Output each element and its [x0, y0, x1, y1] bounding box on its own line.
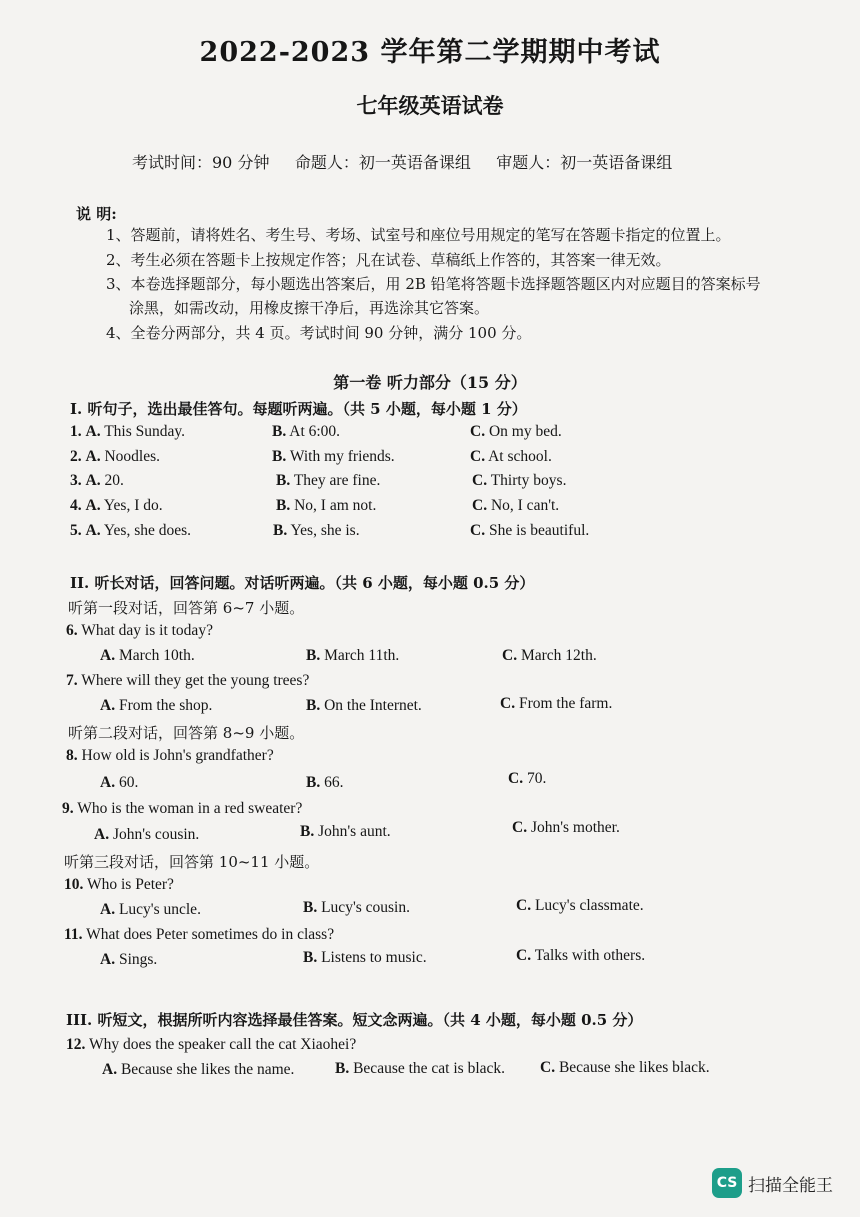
- option-c: [472, 497, 559, 515]
- option-b-text: Listens to music.: [321, 949, 427, 966]
- option-a-text: Because she likes the name.: [120, 1061, 295, 1078]
- option-b: [306, 774, 343, 792]
- option-b-letter: B.: [306, 697, 321, 714]
- option-c-letter: C.: [470, 522, 486, 539]
- option-c-text: She is beautiful.: [488, 522, 590, 539]
- option-a-letter: A.: [94, 826, 110, 843]
- exam-meta: 考试时间：90 分钟 命题人：初一英语备课组 审题人：初一英语备课组: [132, 153, 673, 172]
- question-number: 9.: [62, 800, 74, 817]
- option-a: [100, 697, 212, 715]
- option-c-letter: C.: [472, 472, 488, 489]
- option-c: [470, 522, 589, 540]
- question-number: 6.: [66, 622, 78, 639]
- question-number: 8.: [66, 747, 78, 764]
- option-b: [335, 1060, 505, 1078]
- camscanner-logo-icon: CS: [712, 1168, 742, 1198]
- option-b-text: John's aunt.: [318, 823, 391, 840]
- option-b: [303, 899, 410, 917]
- option-a-text: Sings.: [118, 951, 158, 968]
- option-c-text: Because she likes black.: [558, 1059, 710, 1076]
- question-row: [70, 497, 163, 515]
- option-b-text: At 6:00.: [289, 423, 341, 440]
- option-c: [472, 472, 566, 490]
- option-a-text: 60.: [118, 774, 139, 791]
- section1-heading: I. 听句子，选出最佳答句。每题听两遍。（共 5 小题，每小题 1 分）: [70, 400, 527, 418]
- option-b-text: 66.: [324, 774, 344, 791]
- option-a-text: Lucy's uncle.: [118, 901, 201, 918]
- option-c-text: On my bed.: [488, 423, 562, 440]
- option-b: [306, 647, 399, 665]
- option-b-letter: B.: [276, 497, 291, 514]
- option-b: [300, 823, 391, 841]
- question-number: 12.: [66, 1036, 86, 1053]
- option-c-text: Talks with others.: [534, 947, 646, 964]
- question-number: 7.: [66, 672, 78, 689]
- option-b-text: No, I am not.: [294, 497, 377, 514]
- dialogue3-instruction: 听第三段对话，回答第 10~11 小题。: [64, 853, 320, 871]
- option-a-letter: A.: [100, 951, 116, 968]
- option-b-text: March 11th.: [324, 647, 400, 664]
- option-b-text: Yes, she is.: [290, 522, 360, 539]
- option-b-text: Because the cat is black.: [353, 1060, 506, 1077]
- option-c: [540, 1059, 710, 1077]
- question-text: Who is the woman in a red sweater?: [77, 800, 303, 817]
- option-b: [303, 949, 427, 967]
- option-a: [100, 647, 195, 665]
- question-row: [70, 522, 191, 540]
- question-7: [66, 672, 309, 690]
- note-item: 涂黑，如需改动，用橡皮擦干净后，再选涂其它答案。: [129, 299, 490, 317]
- option-c-text: No, I can't.: [490, 497, 560, 514]
- option-a-text: Yes, I do.: [103, 497, 163, 514]
- question-number: 5.: [70, 522, 82, 539]
- option-b: [276, 497, 376, 515]
- note-item: 1、答题前，请将姓名、考生号、考场、试室号和座位号用规定的笔写在答题卡指定的位置上。: [106, 226, 731, 244]
- option-b-letter: B.: [273, 522, 288, 539]
- notes-heading: 说 明:: [76, 205, 117, 223]
- note-item: 3、本卷选择题部分，每小题选出答案后，用 2B 铅笔将答题卡选择题答题区内对应题目的答案标号: [106, 275, 761, 293]
- option-c-letter: C.: [512, 819, 528, 836]
- option-c: [470, 423, 562, 441]
- option-a-letter: A.: [85, 522, 101, 539]
- option-c-letter: C.: [472, 497, 488, 514]
- option-c: [470, 448, 552, 466]
- option-c-letter: C.: [470, 448, 486, 465]
- question-text: What does Peter sometimes do in class?: [86, 926, 335, 943]
- dialogue1-instruction: 听第一段对话，回答第 6~7 小题。: [68, 599, 305, 617]
- question-row: [70, 423, 185, 441]
- option-c-text: March 12th.: [520, 647, 597, 664]
- exam-title: 2022-2023 学年第二学期期中考试: [199, 37, 661, 68]
- option-c-text: At school.: [488, 448, 552, 465]
- option-c: [500, 695, 612, 713]
- option-a-letter: A.: [100, 774, 116, 791]
- option-a: [100, 774, 138, 792]
- question-number: 10.: [64, 876, 84, 893]
- option-b: [272, 448, 395, 466]
- section3-heading: III. 听短文，根据所听内容选择最佳答案。短文念两遍。（共 4 小题，每小题 0.5 分）: [66, 1011, 643, 1029]
- question-text: Where will they get the young trees?: [81, 672, 310, 689]
- question-text: Why does the speaker call the cat Xiaohei?: [88, 1036, 357, 1053]
- option-c: [508, 770, 546, 788]
- question-6: [66, 622, 213, 640]
- option-c-letter: C.: [502, 647, 518, 664]
- option-a-text: Noodles.: [104, 448, 160, 465]
- option-c-letter: C.: [470, 423, 486, 440]
- exam-subtitle: 七年级英语试卷: [356, 93, 504, 118]
- option-c-letter: C.: [500, 695, 516, 712]
- option-b: [273, 522, 360, 540]
- option-b-letter: B.: [306, 774, 321, 791]
- option-b-letter: B.: [300, 823, 315, 840]
- option-a: [102, 1061, 294, 1079]
- option-c-letter: C.: [508, 770, 524, 787]
- watermark-text: 扫描全能王: [748, 1175, 833, 1196]
- option-a-letter: A.: [85, 423, 101, 440]
- question-12: [66, 1036, 356, 1054]
- option-a-text: This Sunday.: [104, 423, 185, 440]
- question-text: How old is John's grandfather?: [81, 747, 274, 764]
- scanner-watermark: [712, 1168, 833, 1198]
- question-number: 4.: [70, 497, 82, 514]
- question-10: [64, 876, 174, 894]
- note-item: 4、全卷分两部分，共 4 页。考试时间 90 分钟，满分 100 分。: [106, 324, 532, 342]
- question-number: 1.: [70, 423, 82, 440]
- question-text: Who is Peter?: [86, 876, 174, 893]
- question-number: 2.: [70, 448, 82, 465]
- option-b-text: With my friends.: [289, 448, 395, 465]
- option-c: [502, 647, 597, 665]
- option-b: [276, 472, 380, 490]
- option-a-letter: A.: [85, 497, 101, 514]
- question-number: 3.: [70, 472, 82, 489]
- option-b-text: On the Internet.: [324, 697, 422, 714]
- option-a-letter: A.: [85, 472, 101, 489]
- option-c-text: From the farm.: [518, 695, 613, 712]
- option-c: [516, 897, 644, 915]
- question-8: [66, 747, 274, 765]
- option-a-text: John's cousin.: [112, 826, 200, 843]
- option-c-text: Thirty boys.: [490, 472, 567, 489]
- option-c-letter: C.: [516, 897, 532, 914]
- question-row: [70, 448, 160, 466]
- option-a: [100, 951, 157, 969]
- option-a: [94, 826, 199, 844]
- question-9: [62, 800, 302, 818]
- option-b-letter: B.: [306, 647, 321, 664]
- question-number: 11.: [64, 926, 83, 943]
- part1-heading: 第一卷 听力部分（15 分）: [333, 373, 527, 392]
- question-text: What day is it today?: [81, 622, 213, 639]
- option-b-text: Lucy's cousin.: [321, 899, 410, 916]
- option-b-text: They are fine.: [293, 472, 381, 489]
- option-c: [512, 819, 620, 837]
- option-b-letter: B.: [276, 472, 291, 489]
- option-b: [306, 697, 422, 715]
- option-a-letter: A.: [100, 647, 116, 664]
- option-a-letter: A.: [100, 697, 116, 714]
- dialogue2-instruction: 听第二段对话，回答第 8~9 小题。: [68, 724, 305, 742]
- section2-heading: II. 听长对话，回答问题。对话听两遍。（共 6 小题，每小题 0.5 分）: [70, 574, 535, 592]
- option-a: [100, 901, 201, 919]
- option-c: [516, 947, 645, 965]
- option-c-text: Lucy's classmate.: [534, 897, 644, 914]
- option-c-letter: C.: [540, 1059, 556, 1076]
- option-b-letter: B.: [272, 423, 287, 440]
- option-a-text: Yes, she does.: [103, 522, 192, 539]
- option-a-letter: A.: [102, 1061, 118, 1078]
- option-a-letter: A.: [85, 448, 101, 465]
- option-c-text: 70.: [526, 770, 547, 787]
- option-a-text: 20.: [104, 472, 124, 489]
- question-row: [70, 472, 124, 490]
- option-b-letter: B.: [272, 448, 287, 465]
- option-a-letter: A.: [100, 901, 116, 918]
- option-a-text: March 10th.: [118, 647, 195, 664]
- option-c-text: John's mother.: [530, 819, 620, 836]
- option-c-letter: C.: [516, 947, 532, 964]
- option-b-letter: B.: [303, 949, 318, 966]
- option-b-letter: B.: [335, 1060, 350, 1077]
- option-b: [272, 423, 340, 441]
- option-b-letter: B.: [303, 899, 318, 916]
- note-item: 2、考生必须在答题卡上按规定作答；凡在试卷、草稿纸上作答的，其答案一律无效。: [106, 251, 671, 269]
- option-a-text: From the shop.: [118, 697, 213, 714]
- question-11: [64, 926, 334, 944]
